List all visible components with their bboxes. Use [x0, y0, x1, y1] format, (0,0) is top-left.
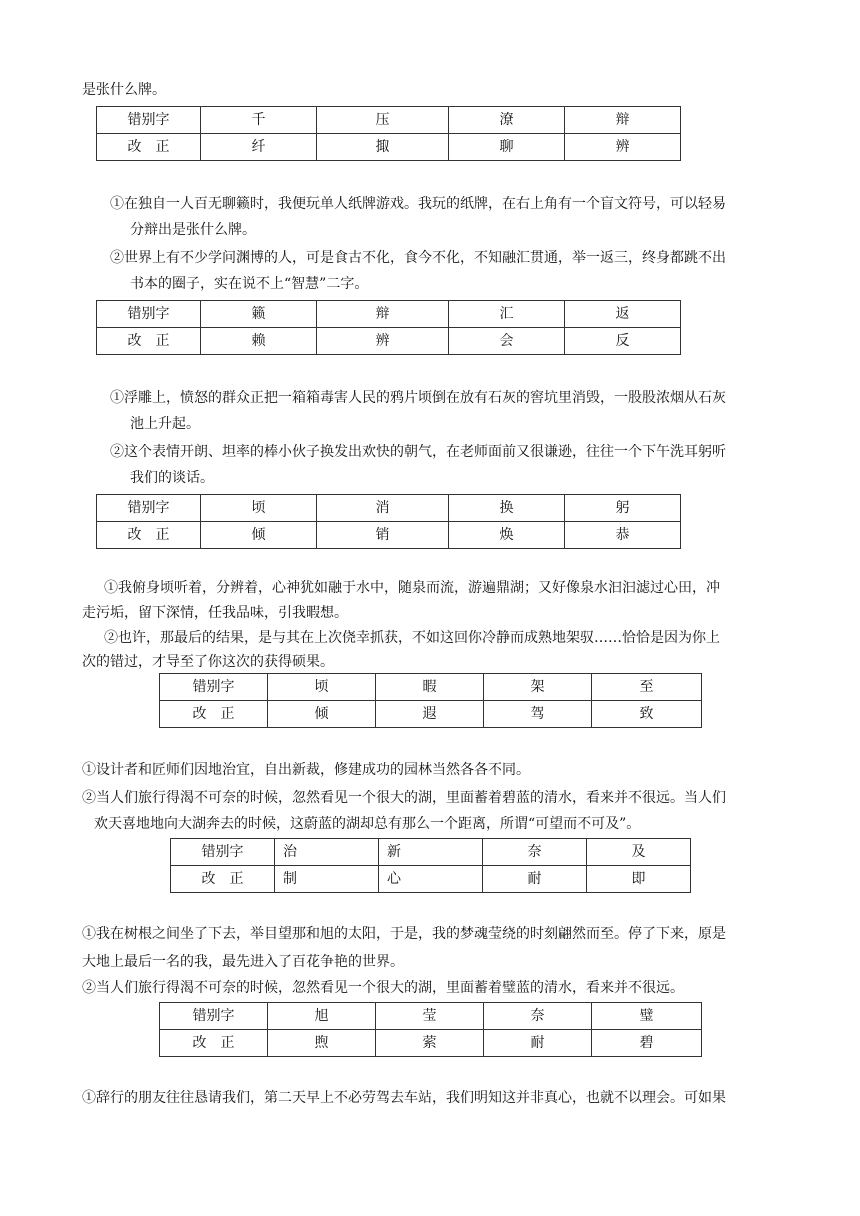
correction-table: [159, 1002, 702, 1057]
table-cell: 耐: [483, 866, 587, 893]
table-cell: 换: [449, 495, 565, 522]
table-cell: 消: [317, 495, 449, 522]
correction-table: [96, 494, 681, 549]
table-cell: 倾: [201, 522, 317, 549]
table-header-cell: 改 正: [160, 701, 268, 728]
table-header-cell: 错别字: [160, 674, 268, 701]
table-cell: 新: [379, 839, 483, 866]
table-header-cell: 改 正: [97, 328, 201, 355]
text-line: ②也许，那最后的结果，是与其在上次侥幸抓获，不如这回你冷静而成熟地架驭……恰恰是因为你上: [104, 630, 720, 646]
table-header-cell: 错别字: [97, 301, 201, 328]
table-cell: 暇: [376, 674, 484, 701]
table-cell: 掫: [317, 134, 449, 161]
table-row: [97, 301, 681, 328]
table-row: [171, 839, 691, 866]
correction-table: [159, 673, 702, 728]
table-cell: 压: [317, 107, 449, 134]
table-cell: 驾: [484, 701, 592, 728]
text-line: 书本的圈子，实在说不上“智慧”二字。: [130, 276, 369, 292]
table-row: [160, 1030, 702, 1057]
table-cell: 煦: [268, 1030, 376, 1057]
table-header-cell: 改 正: [171, 866, 275, 893]
table-row: [171, 866, 691, 893]
table-row: [97, 328, 681, 355]
correction-table: [170, 838, 691, 893]
table-cell: 籁: [201, 301, 317, 328]
table-cell: 反: [565, 328, 681, 355]
table-row: [97, 495, 681, 522]
table-cell: 顷: [201, 495, 317, 522]
table-cell: 潦: [449, 107, 565, 134]
table-cell: 莹: [376, 1003, 484, 1030]
text-line: ①辞行的朋友往往恳请我们，第二天早上不必劳驾去车站，我们明知这并非真心，也就不以理会。可如果: [82, 1090, 726, 1106]
table-cell: 返: [565, 301, 681, 328]
table-row: [160, 674, 702, 701]
table-cell: 遐: [376, 701, 484, 728]
table-row: [97, 134, 681, 161]
text-line: 大地上最后一名的我，最先进入了百花争艳的世界。: [82, 954, 404, 970]
text-line: 分辩出是张什么牌。: [130, 222, 256, 238]
correction-table: [96, 300, 681, 355]
table-cell: 焕: [449, 522, 565, 549]
table-row: [97, 522, 681, 549]
table-cell: 璧: [592, 1003, 702, 1030]
table-header-cell: 改 正: [160, 1030, 268, 1057]
table-header-cell: 错别字: [171, 839, 275, 866]
table-cell: 纤: [201, 134, 317, 161]
table-cell: 会: [449, 328, 565, 355]
text-line: ②当人们旅行得渴不可奈的时候，忽然看见一个很大的湖，里面蓄着碧蓝的清水，看来并不很远。当人们: [82, 790, 726, 806]
table-cell: 旭: [268, 1003, 376, 1030]
text-line: ①浮雕上，愤怒的群众正把一箱箱毒害人民的鸦片顷倒在放有石灰的窖坑里消毁，一股股浓烟从石灰: [110, 390, 726, 406]
table-cell: 辨: [565, 134, 681, 161]
text-line: 是张什么牌。: [82, 82, 166, 98]
text-line: 次的错过，才导至了你这次的获得硕果。: [82, 654, 334, 670]
table-cell: 至: [592, 674, 702, 701]
text-line: 我们的谈话。: [130, 470, 214, 486]
table-cell: 萦: [376, 1030, 484, 1057]
table-cell: 赖: [201, 328, 317, 355]
table-header-cell: 错别字: [97, 107, 201, 134]
text-line: 池上升起。: [130, 416, 200, 432]
table-cell: 制: [275, 866, 379, 893]
table-cell: 奈: [484, 1003, 592, 1030]
table-cell: 奈: [483, 839, 587, 866]
text-line: ①我俯身顷听着，分辨着，心神犹如融于水中，随泉而流，游遍鼎湖；又好像泉水汩汩滤过心田，冲: [104, 580, 720, 596]
table-cell: 汇: [449, 301, 565, 328]
table-cell: 治: [275, 839, 379, 866]
text-line: ②当人们旅行得渴不可奈的时候，忽然看见一个很大的湖，里面蓄着璧蓝的清水，看来并不很远。: [82, 980, 684, 996]
table-cell: 耐: [484, 1030, 592, 1057]
table-header-cell: 错别字: [160, 1003, 268, 1030]
table-cell: 销: [317, 522, 449, 549]
table-cell: 千: [201, 107, 317, 134]
table-header-cell: 错别字: [97, 495, 201, 522]
table-cell: 及: [587, 839, 691, 866]
table-cell: 辨: [317, 328, 449, 355]
table-cell: 心: [379, 866, 483, 893]
table-cell: 聊: [449, 134, 565, 161]
text-line: 走污垢，留下深情，任我品味，引我暇想。: [82, 605, 348, 621]
table-cell: 架: [484, 674, 592, 701]
table-cell: 辩: [565, 107, 681, 134]
text-line: ①设计者和匠师们因地治宜，自出新裁，修建成功的园林当然各各不同。: [82, 762, 530, 778]
table-cell: 致: [592, 701, 702, 728]
correction-table: [96, 106, 681, 161]
text-line: ②这个表情开朗、坦率的棒小伙子换发出欢快的朝气，在老师面前又很谦逊，往往一个下午洗耳躬听: [110, 444, 726, 460]
text-line: ①在独自一人百无聊籁时，我便玩单人纸牌游戏。我玩的纸牌，在右上角有一个盲文符号，可以轻易: [110, 196, 726, 212]
table-row: [160, 1003, 702, 1030]
table-cell: 碧: [592, 1030, 702, 1057]
table-cell: 辩: [317, 301, 449, 328]
table-cell: 倾: [268, 701, 376, 728]
table-cell: 即: [587, 866, 691, 893]
table-row: [97, 107, 681, 134]
text-line: ②世界上有不少学问渊博的人，可是食古不化，食今不化，不知融汇贯通，举一返三，终身都跳不出: [110, 250, 726, 266]
table-cell: 顷: [268, 674, 376, 701]
table-header-cell: 改 正: [97, 134, 201, 161]
table-row: [160, 701, 702, 728]
table-cell: 躬: [565, 495, 681, 522]
text-line: 欢天喜地地向大湖奔去的时候，这蔚蓝的湖却总有那么一个距离，所谓“可望而不可及”。: [94, 816, 641, 832]
table-header-cell: 改 正: [97, 522, 201, 549]
table-cell: 恭: [565, 522, 681, 549]
text-line: ①我在树根之间坐了下去，举目望那和旭的太阳，于是，我的梦魂莹绕的时刻翩然而至。停了下来，原是: [82, 926, 726, 942]
